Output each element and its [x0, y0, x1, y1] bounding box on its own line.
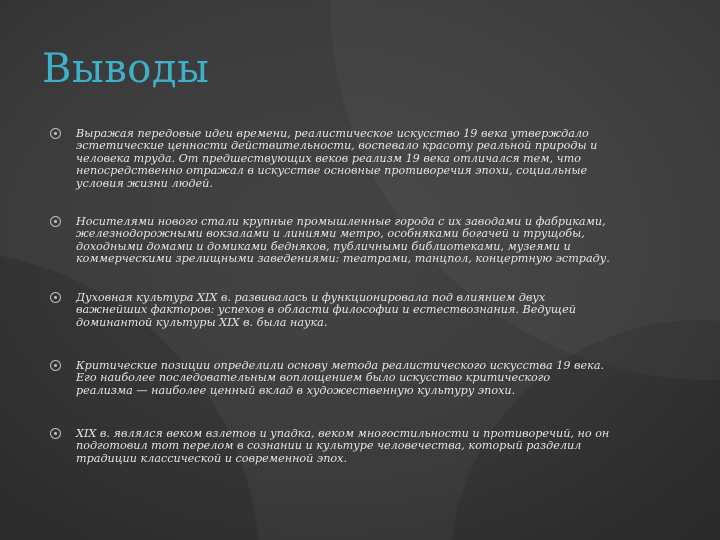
bullet-text: Критические позиции определили основу метода реалистического искусства 19 века. Его наиболее последовательным воплощением было искусство критического реализма — наиболее ценный вклад в художественную культуру эпохи.: [76, 359, 605, 397]
bullet-marker-icon: [50, 360, 61, 371]
bullet-marker-icon: [50, 128, 61, 139]
bullet-list: [50, 128, 610, 465]
bullet-item: [50, 216, 610, 292]
bullet-text: Выражая передовые идеи времени, реалистическое искусство 19 века утверждало эстетические ценности действительности, воспевало красоту реальной природы и человека труда. От предшествующих веков реализм 19 века отличался тем, что непосредственно отражал в искусстве основные противоречия эпохи, социальные условия жизни людей.: [76, 127, 598, 190]
bullet-item: [50, 360, 610, 428]
bullet-marker-icon: [50, 292, 61, 303]
bullet-text: Духовная культура XIX в. развивалась и функционировала под влиянием двух важнейших факторов: успехов в области философии и естествознания. Ведущей доминантой культуры XIX в. была наука.: [76, 291, 576, 329]
bullet-item: [50, 292, 610, 360]
bullet-text: Носителями нового стали крупные промышленные города с их заводами и фабриками, железнодорожными вокзалами и линиями метро, особняками богачей и трущобы, доходными домами и домиками бедняков, публичными библиотеками, музеями и коммерческими зрелищными заведениями: театрами, танцпол, концертную эстраду.: [76, 215, 610, 266]
bullet-text: XIX в. являлся веком взлетов и упадка, веком многостильности и противоречий, но он подготовил тот перелом в сознании и культуре человечества, который разделил традиции классической и современной эпох.: [76, 427, 610, 465]
slide-title: Выводы: [42, 46, 210, 92]
bullet-marker-icon: [50, 428, 61, 439]
bullet-marker-icon: [50, 216, 61, 227]
bullet-item: [50, 128, 610, 216]
bullet-item: [50, 428, 610, 465]
